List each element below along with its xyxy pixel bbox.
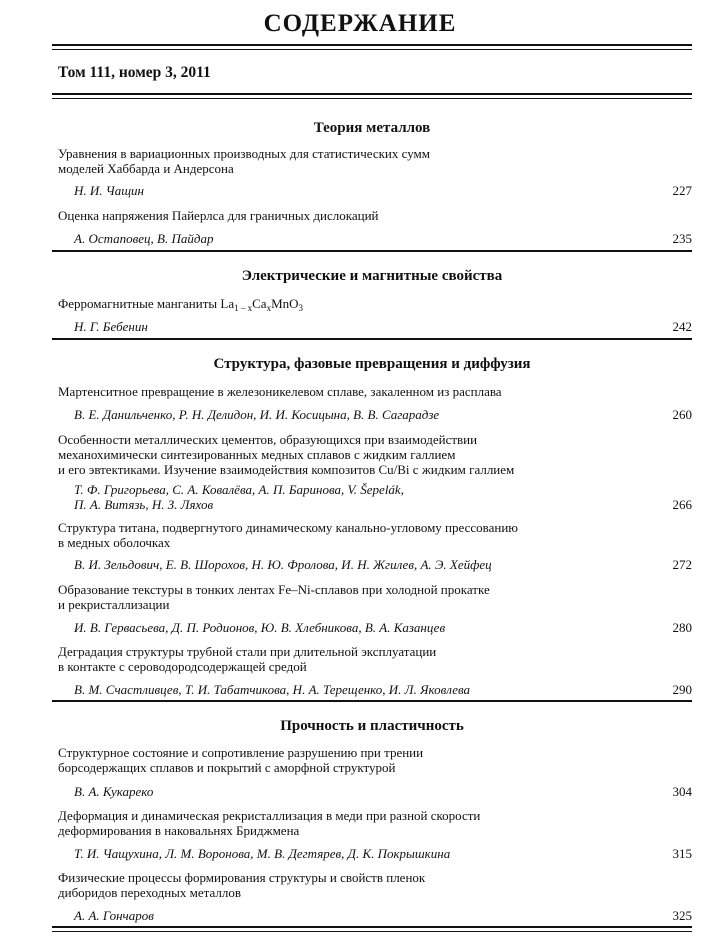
section-title-structure: Структура, фазовые превращения и диффузия	[213, 356, 531, 372]
article-authors: А. А. Гончаров	[74, 908, 154, 923]
article-authors: Н. И. Чащин	[74, 183, 144, 198]
article-title[interactable]: Структурное состояние и сопротивление разрушению при трении борсодержащих сплавов и покрытий с аморфной структурой	[58, 745, 424, 775]
page-number[interactable]: 235	[672, 231, 692, 246]
article-authors: В. Е. Данильченко, Р. Н. Делидон, И. И. Косицына, В. В. Сагарадзе	[74, 407, 440, 422]
page-number[interactable]: 325	[672, 908, 692, 923]
page-number[interactable]: 260	[672, 407, 692, 422]
article-authors: Т. И. Чащухина, Л. М. Воронова, М. В. Дегтярев, Д. К. Покрышкина	[74, 846, 451, 861]
page-number[interactable]: 242	[672, 319, 692, 334]
section-title-strength: Прочность и пластичность	[280, 718, 464, 734]
issue-line: Том 111, номер 3, 2011	[58, 64, 211, 81]
article-authors: В. И. Зельдович, Е. В. Шорохов, Н. Ю. Фролова, И. Н. Жгилев, А. Э. Хейфец	[74, 557, 492, 572]
page-number[interactable]: 304	[672, 784, 692, 799]
article-title[interactable]: Образование текстуры в тонких лентах Fe–Ni-сплавов при холодной прокатке и рекристаллизации	[58, 582, 490, 612]
article-title[interactable]: Уравнения в вариационных производных для статистических сумм моделей Хаббарда и Андерсона	[58, 146, 431, 176]
article-title[interactable]: Ферромагнитные манганиты $La_{1 - x}Ca_xMnO_3$	[58, 296, 304, 313]
article-title[interactable]: Мартенситное превращение в железоникелевом сплаве, закаленном из расплава	[58, 384, 502, 399]
title-double-rule	[52, 44, 692, 50]
section-divider	[52, 700, 692, 702]
article-authors: В. М. Счастливцев, Т. И. Табатчикова, Н. А. Терещенко, И. Л. Яковлева	[74, 682, 471, 697]
article-title[interactable]: Структура титана, подвергнутого динамическому канально-угловому прессованию в медных оболочках	[58, 520, 518, 550]
section-divider	[52, 338, 692, 340]
page-number[interactable]: 266	[672, 497, 692, 512]
footer-double-rule	[52, 926, 692, 932]
section-title-theory: Теория металлов	[313, 120, 431, 136]
article-authors: И. В. Гервасьева, Д. П. Родионов, Ю. В. Хлебникова, В. А. Казанцев	[74, 620, 446, 635]
article-authors: Н. Г. Бебенин	[74, 319, 148, 334]
article-title[interactable]: Деформация и динамическая рекристаллизация в меди при разной скорости деформирования в наковальнях Бриджмена	[58, 808, 481, 838]
section-title-electric-magnetic: Электрические и магнитные свойства	[241, 268, 503, 284]
page-number[interactable]: 290	[672, 682, 692, 697]
article-authors: Т. Ф. Григорьева, С. А. Ковалёва, А. П. Баринова, V. Šepelák, П. А. Витязь, Н. З. Ляхов	[74, 482, 404, 512]
page-number[interactable]: 315	[672, 846, 692, 861]
article-title[interactable]: Оценка напряжения Пайерлса для граничных дислокаций	[58, 208, 379, 223]
article-title[interactable]: Деградация структуры трубной стали при длительной эксплуатации в контакте с сероводородсодержащей средой	[58, 644, 437, 674]
page-number[interactable]: 280	[672, 620, 692, 635]
page-number[interactable]: 227	[672, 183, 692, 198]
section-divider	[52, 250, 692, 252]
page-number[interactable]: 272	[672, 557, 692, 572]
issue-double-rule	[52, 93, 692, 99]
article-authors: В. А. Кукареко	[74, 784, 154, 799]
page-title: СОДЕРЖАНИЕ	[263, 10, 457, 37]
article-title[interactable]: Особенности металлических цементов, образующихся при взаимодействии механохимически синтезированных медных сплавов с жидким галлием и его эвтектиками. Изучение взаимодействия композитов Cu/Bi с жидким галлием	[58, 432, 515, 477]
article-title[interactable]: Физические процессы формирования структуры и свойств пленок диборидов переходных металлов	[58, 870, 426, 900]
article-authors: А. Остаповец, В. Пайдар	[74, 231, 214, 246]
